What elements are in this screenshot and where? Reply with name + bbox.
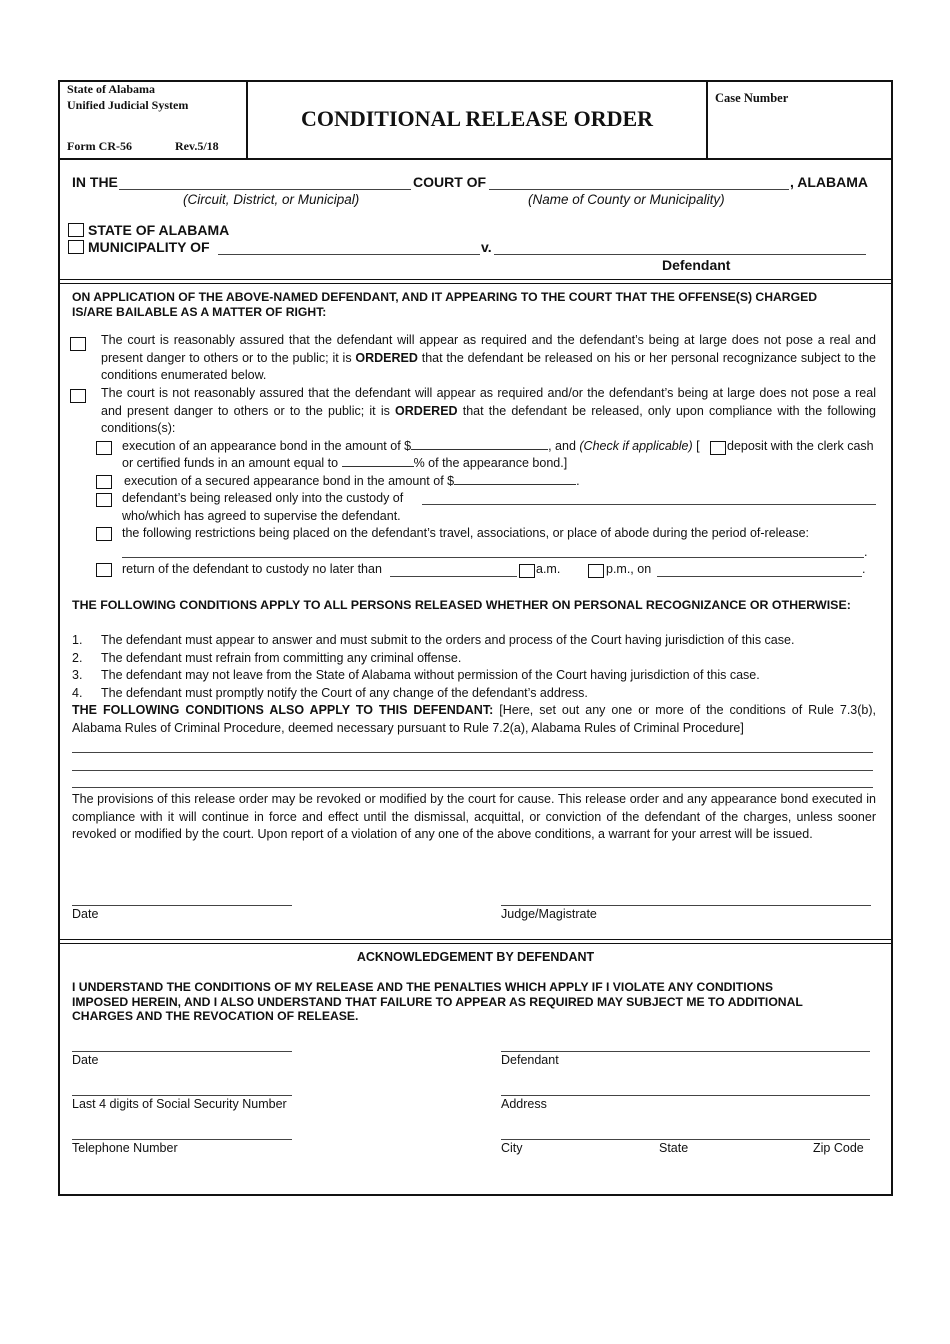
- pm-checkbox[interactable]: [588, 564, 604, 578]
- header-divider-right: [706, 80, 708, 160]
- return-custody-checkbox[interactable]: [96, 563, 112, 577]
- versus-label: v.: [481, 239, 492, 255]
- ack-section-rule-2: [58, 943, 893, 944]
- conditional-release-checkbox[interactable]: [70, 389, 86, 403]
- general-conditions-heading: THE FOLLOWING CONDITIONS APPLY TO ALL PERSONS RELEASED WHETHER ON PERSONAL RECOGNIZANCE OR OTHERWISE:: [72, 598, 851, 612]
- secured-bond-checkbox[interactable]: [96, 475, 112, 489]
- state-field-label: State: [659, 1141, 689, 1155]
- acknowledgement-statement: I UNDERSTAND THE CONDITIONS OF MY RELEASE AND THE PENALTIES WHICH APPLY IF I VIOLATE ANY CONDITIONS IMPOSED HEREIN, AND I ALSO UNDERSTAND THAT FAILURE TO APPEAR AS REQUIRED MAY SUBJECT ME TO ADDITIONAL CHARGES AND THE REVOCATION OF RELEASE.: [72, 980, 803, 1024]
- additional-conditions-line-3[interactable]: [72, 787, 873, 788]
- municipality-label: MUNICIPALITY OF: [88, 239, 210, 255]
- appearance-bond-amount-field[interactable]: [411, 438, 548, 450]
- municipality-field[interactable]: [218, 254, 480, 255]
- deposit-label: deposit with the clerk cash: [727, 439, 874, 453]
- appearance-bond-checkbox[interactable]: [96, 441, 112, 455]
- defendant-label: Defendant: [662, 257, 731, 273]
- condition-2-num: 2.: [72, 651, 83, 665]
- condition-1-text: The defendant must appear to answer and must submit to the orders and process of the Court having jurisdiction of this case.: [101, 633, 795, 647]
- percent-field[interactable]: [342, 455, 414, 467]
- custody-supervise-text: who/which has agreed to supervise the defendant.: [122, 509, 401, 523]
- address-label: Address: [501, 1097, 547, 1111]
- order-date-label: Date: [72, 907, 99, 921]
- county-field[interactable]: [489, 189, 789, 190]
- provisions-text: The provisions of this release order may be revoked or modified by the court for cause. This release order and any appearance bond executed in compliance with it will continue in force and effect until the dismissal, acquittal, or conviction of the defendant of the charges, unless sooner revoked or modified by the court. Upon report of a violation of any one of the above conditions, a warrant for your arrest will be issued.: [72, 792, 876, 842]
- condition-4-text: The defendant must promptly notify the Court of any change of the defendant’s address.: [101, 686, 588, 700]
- court-section-rule-1: [58, 279, 893, 280]
- certified-funds-text: or certified funds in an amount equal to % of the appearance bond.]: [122, 456, 568, 470]
- ack-date-field[interactable]: [72, 1051, 292, 1052]
- header-bottom-rule: [58, 158, 893, 160]
- condition-2-text: The defendant must refrain from committing any criminal offense.: [101, 651, 462, 665]
- court-of-label: COURT OF: [413, 174, 487, 190]
- condition-3-text: The defendant may not leave from the State of Alabama without permission of the Court having jurisdiction of this case.: [101, 668, 760, 682]
- city-label: City: [501, 1141, 523, 1155]
- return-period: .: [862, 562, 866, 576]
- restrictions-checkbox[interactable]: [96, 527, 112, 541]
- condition-3-num: 3.: [72, 668, 83, 682]
- state-of-alabama-label: STATE OF ALABAMA: [88, 222, 230, 238]
- form-revision: Rev.5/18: [175, 139, 219, 153]
- in-the-label: IN THE: [72, 174, 118, 190]
- return-custody-text: return of the defendant to custody no later than: [122, 562, 382, 576]
- return-time-field[interactable]: [390, 576, 517, 577]
- zip-label: Zip Code: [813, 1141, 864, 1155]
- condition-4-num: 4.: [72, 686, 83, 700]
- pm-on-label: p.m., on: [606, 562, 652, 576]
- system-label: Unified Judicial System: [67, 98, 189, 112]
- state-of-alabama-checkbox[interactable]: [68, 223, 84, 237]
- restrictions-text: the following restrictions being placed on the defendant’s travel, associations, or place of abode during the period of-release:: [122, 526, 810, 540]
- county-hint: (Name of County or Municipality): [528, 192, 725, 207]
- municipality-checkbox[interactable]: [68, 240, 84, 254]
- application-heading: ON APPLICATION OF THE ABOVE-NAMED DEFENDANT, AND IT APPEARING TO THE COURT THAT THE OFFENSE(S) CHARGED IS/ARE BAILABLE AS A MATTER OF RIGHT:: [72, 290, 818, 319]
- custodian-field[interactable]: [422, 504, 876, 505]
- ack-date-label: Date: [72, 1053, 99, 1067]
- condition-1-num: 1.: [72, 633, 83, 647]
- additional-conditions-text: THE FOLLOWING CONDITIONS ALSO APPLY TO THIS DEFENDANT: [Here, set out any one or more of the conditions of Rule 7.3(b), Alabama Rules of Criminal Procedure, deemed necessary pursuant to Rule 7.2(a), Alabama Rules of Criminal Procedure]: [72, 703, 876, 735]
- additional-conditions-line-2[interactable]: [72, 770, 873, 771]
- acknowledgement-heading: ACKNOWLEDGEMENT BY DEFENDANT: [356, 950, 595, 964]
- appearance-bond-text: execution of an appearance bond in the amount of $ , and (Check if applicable) [: [122, 439, 700, 453]
- additional-conditions-line-1[interactable]: [72, 752, 873, 753]
- personal-recognizance-checkbox[interactable]: [70, 337, 86, 351]
- custody-text: defendant’s being released only into the custody of: [122, 491, 404, 505]
- conditional-release-text: The court is not reasonably assured that the defendant will appear as required and/or the defendant’s being at large does not pose a real and present danger to others or to the public; it is ORDERED that the defendant be released, only upon compliance with the following conditions(s):: [101, 386, 877, 436]
- ack-defendant-label: Defendant: [501, 1053, 559, 1067]
- form-number: Form CR-56: [67, 139, 132, 153]
- return-date-field[interactable]: [657, 576, 862, 577]
- court-section-rule-2: [58, 283, 893, 284]
- am-label: a.m.: [536, 562, 561, 576]
- case-number-label: Case Number: [715, 91, 789, 105]
- case-number-field[interactable]: [712, 110, 888, 154]
- state-label: State of Alabama: [67, 82, 155, 96]
- court-type-hint: (Circuit, District, or Municipal): [183, 192, 360, 207]
- court-type-field[interactable]: [119, 189, 411, 190]
- secured-bond-amount-field[interactable]: [454, 473, 576, 485]
- deposit-checkbox[interactable]: [710, 441, 726, 455]
- alabama-label: , ALABAMA: [790, 174, 869, 190]
- ack-section-rule-1: [58, 939, 893, 940]
- am-checkbox[interactable]: [519, 564, 535, 578]
- page-title: CONDITIONAL RELEASE ORDER: [300, 106, 654, 131]
- judge-label: Judge/Magistrate: [501, 907, 597, 921]
- address-field[interactable]: [501, 1095, 870, 1096]
- restrictions-period: .: [864, 545, 868, 559]
- secured-bond-text: execution of a secured appearance bond in the amount of $ .: [124, 474, 580, 488]
- order-date-field[interactable]: [72, 905, 292, 906]
- ssn-label: Last 4 digits of Social Security Number: [72, 1097, 287, 1111]
- restrictions-field[interactable]: [122, 557, 864, 558]
- defendant-name-field[interactable]: [494, 254, 866, 255]
- personal-recognizance-text: The court is reasonably assured that the defendant will appear as required and the defendant’s being at large does not pose a real and present danger to others or to the public; it is ORDERED that the defendant be released on his or her personal recognizance subject to the conditions enumerated below.: [101, 333, 876, 383]
- telephone-label: Telephone Number: [72, 1141, 178, 1155]
- custody-checkbox[interactable]: [96, 493, 112, 507]
